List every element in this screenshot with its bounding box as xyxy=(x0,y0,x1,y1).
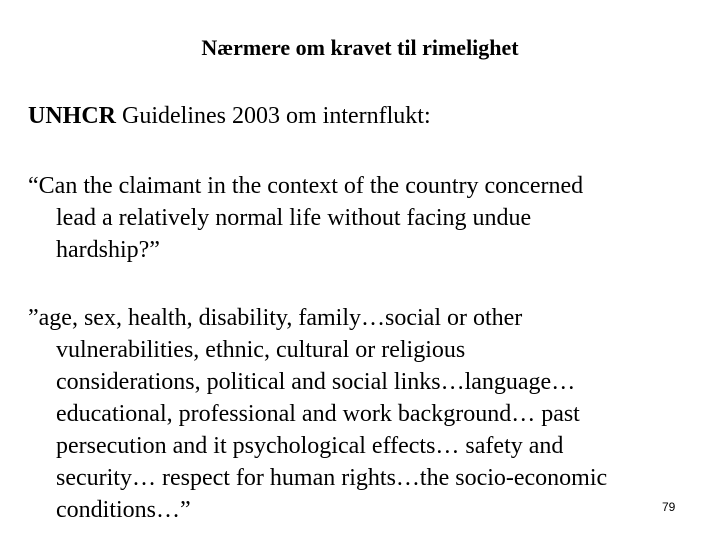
quote-line: conditions…” xyxy=(56,497,191,523)
quote-line: ”age, sex, health, disability, family…social or other xyxy=(28,305,523,331)
quote-line: educational, professional and work background… past xyxy=(56,401,580,427)
quote-normal-life xyxy=(28,170,708,266)
page-number: 79 xyxy=(662,500,676,514)
subtitle xyxy=(28,100,431,132)
slide-title: Nærmere om kravet til rimelighet xyxy=(201,35,519,60)
quote-line: vulnerabilities, ethnic, cultural or religious xyxy=(56,337,466,363)
quote-line: hardship?” xyxy=(56,237,160,263)
quote-line: security… respect for human rights…the socio-economic xyxy=(56,465,608,491)
subtitle-text: Guidelines 2003 om internflukt: xyxy=(116,103,431,129)
subtitle-org: UNHCR xyxy=(28,103,116,129)
quote-line: “Can the claimant in the context of the country concerned xyxy=(28,173,584,199)
quote-line: persecution and it psychological effects… safety and xyxy=(56,433,564,459)
quote-line: lead a relatively normal life without facing undue xyxy=(56,205,532,231)
quote-line: considerations, political and social links…language… xyxy=(56,369,576,395)
quote-factors xyxy=(28,302,708,526)
